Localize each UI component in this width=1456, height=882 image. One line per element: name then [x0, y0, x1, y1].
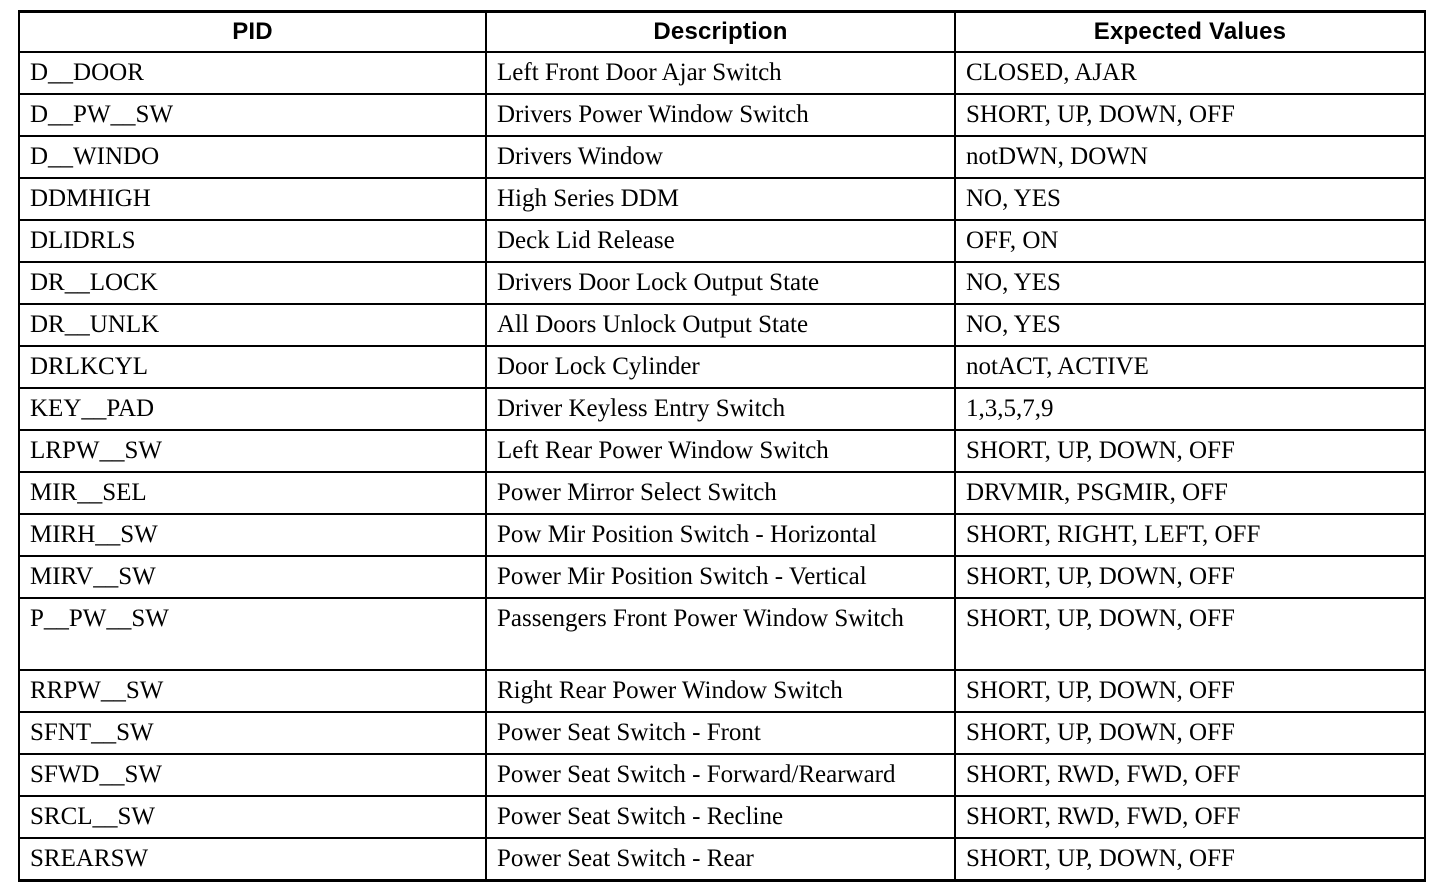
pid-cell: D__DOOR: [19, 52, 486, 94]
pid-cell: SFNT__SW: [19, 712, 486, 754]
description-cell: Left Front Door Ajar Switch: [486, 52, 955, 94]
pid-cell: DDMHIGH: [19, 178, 486, 220]
expected-values-cell: SHORT, RIGHT, LEFT, OFF: [955, 514, 1425, 556]
table-row: [19, 94, 1425, 136]
pid-cell: MIR__SEL: [19, 472, 486, 514]
table-row: [19, 220, 1425, 262]
table-header-row: [19, 12, 1425, 53]
description-cell: Power Seat Switch - Rear: [486, 838, 955, 881]
description-cell: Left Rear Power Window Switch: [486, 430, 955, 472]
table-row: [19, 670, 1425, 712]
table-row: [19, 556, 1425, 598]
expected-values-cell: SHORT, UP, DOWN, OFF: [955, 94, 1425, 136]
expected-values-cell: SHORT, RWD, FWD, OFF: [955, 754, 1425, 796]
table-row: [19, 304, 1425, 346]
column-header-pid: PID: [19, 12, 486, 53]
table-row: [19, 178, 1425, 220]
description-cell: Drivers Door Lock Output State: [486, 262, 955, 304]
expected-values-cell: SHORT, UP, DOWN, OFF: [955, 670, 1425, 712]
expected-values-cell: SHORT, RWD, FWD, OFF: [955, 796, 1425, 838]
description-cell: Power Mir Position Switch - Vertical: [486, 556, 955, 598]
pid-cell: P__PW__SW: [19, 598, 486, 670]
pid-table-container: [18, 10, 1424, 882]
description-cell: Driver Keyless Entry Switch: [486, 388, 955, 430]
description-cell: Door Lock Cylinder: [486, 346, 955, 388]
expected-values-cell: NO, YES: [955, 178, 1425, 220]
table-row: [19, 430, 1425, 472]
pid-cell: DR__UNLK: [19, 304, 486, 346]
pid-cell: SREARSW: [19, 838, 486, 881]
pid-cell: SRCL__SW: [19, 796, 486, 838]
expected-values-cell: notACT, ACTIVE: [955, 346, 1425, 388]
description-cell: Power Seat Switch - Recline: [486, 796, 955, 838]
table-row: [19, 838, 1425, 881]
table-row: [19, 346, 1425, 388]
description-cell: Drivers Power Window Switch: [486, 94, 955, 136]
description-cell: High Series DDM: [486, 178, 955, 220]
description-cell: Deck Lid Release: [486, 220, 955, 262]
expected-values-cell: SHORT, UP, DOWN, OFF: [955, 838, 1425, 881]
pid-cell: D__PW__SW: [19, 94, 486, 136]
description-cell: Pow Mir Position Switch - Horizontal: [486, 514, 955, 556]
table-row: [19, 262, 1425, 304]
pid-cell: SFWD__SW: [19, 754, 486, 796]
pid-cell: DRLKCYL: [19, 346, 486, 388]
expected-values-cell: notDWN, DOWN: [955, 136, 1425, 178]
expected-values-cell: SHORT, UP, DOWN, OFF: [955, 556, 1425, 598]
expected-values-cell: NO, YES: [955, 304, 1425, 346]
expected-values-cell: DRVMIR, PSGMIR, OFF: [955, 472, 1425, 514]
table-row: [19, 712, 1425, 754]
description-cell: Drivers Window: [486, 136, 955, 178]
description-cell: Passengers Front Power Window Switch: [486, 598, 955, 670]
table-row: [19, 796, 1425, 838]
table-row: [19, 472, 1425, 514]
table-row: [19, 754, 1425, 796]
pid-cell: D__WINDO: [19, 136, 486, 178]
column-header-description: Description: [486, 12, 955, 53]
description-cell: Power Mirror Select Switch: [486, 472, 955, 514]
column-header-expected-values: Expected Values: [955, 12, 1425, 53]
table-row: [19, 136, 1425, 178]
description-cell: Power Seat Switch - Front: [486, 712, 955, 754]
pid-cell: KEY__PAD: [19, 388, 486, 430]
expected-values-cell: OFF, ON: [955, 220, 1425, 262]
table-row: [19, 388, 1425, 430]
pid-cell: DR__LOCK: [19, 262, 486, 304]
description-cell: All Doors Unlock Output State: [486, 304, 955, 346]
expected-values-cell: SHORT, UP, DOWN, OFF: [955, 598, 1425, 670]
pid-cell: RRPW__SW: [19, 670, 486, 712]
description-cell: Power Seat Switch - Forward/Rearward: [486, 754, 955, 796]
description-cell: Right Rear Power Window Switch: [486, 670, 955, 712]
pid-cell: LRPW__SW: [19, 430, 486, 472]
pid-cell: MIRV__SW: [19, 556, 486, 598]
expected-values-cell: SHORT, UP, DOWN, OFF: [955, 712, 1425, 754]
pid-table: [18, 10, 1426, 882]
expected-values-cell: NO, YES: [955, 262, 1425, 304]
expected-values-cell: CLOSED, AJAR: [955, 52, 1425, 94]
table-row: [19, 52, 1425, 94]
expected-values-cell: SHORT, UP, DOWN, OFF: [955, 430, 1425, 472]
pid-cell: MIRH__SW: [19, 514, 486, 556]
table-row: [19, 598, 1425, 670]
table-row: [19, 514, 1425, 556]
pid-cell: DLIDRLS: [19, 220, 486, 262]
expected-values-cell: 1,3,5,7,9: [955, 388, 1425, 430]
